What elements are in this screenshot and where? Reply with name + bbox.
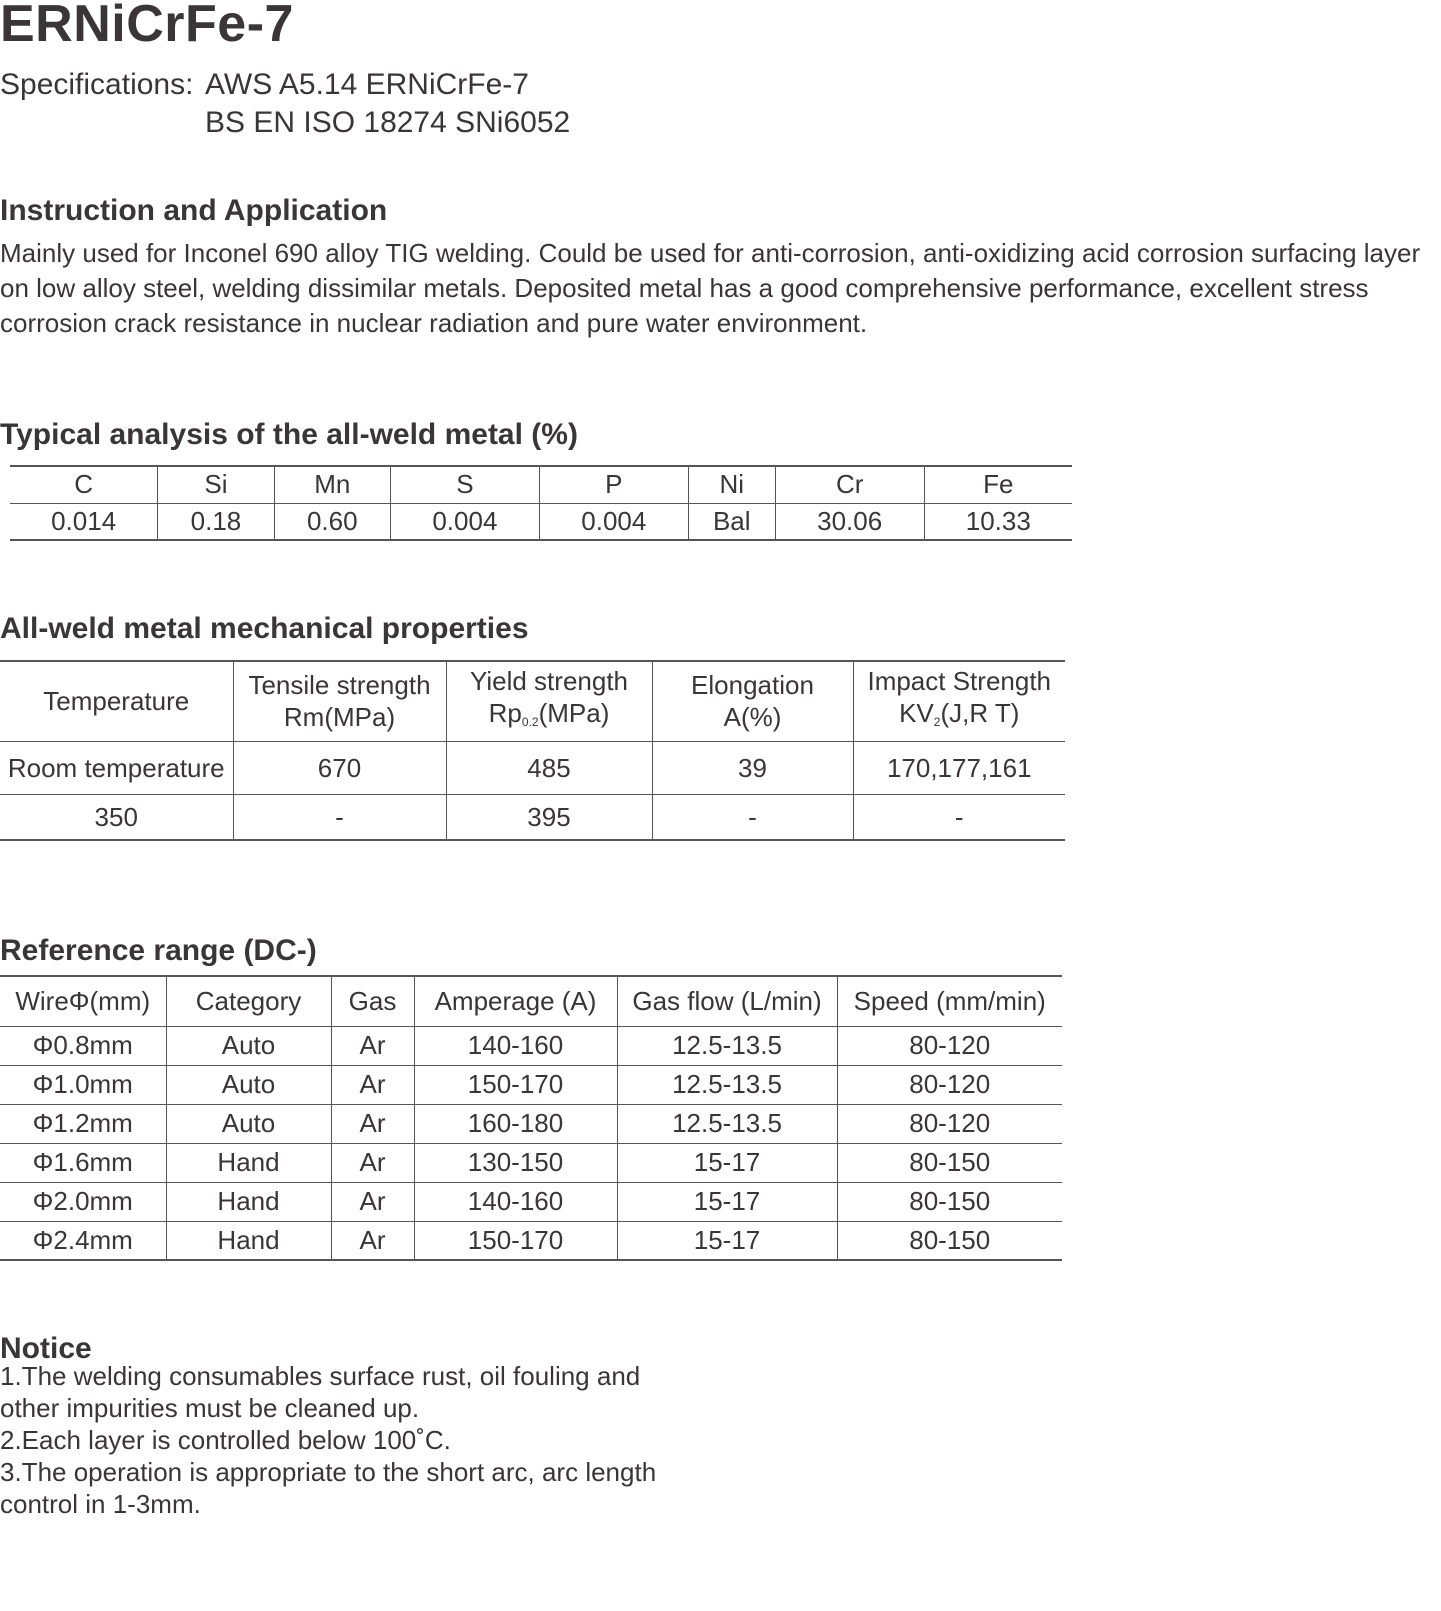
- specifications-label: Specifications:: [0, 68, 194, 101]
- analysis-value-cell: 10.33: [924, 503, 1072, 540]
- reference-heading: Reference range (DC-): [0, 934, 317, 967]
- analysis-header-cell: P: [539, 466, 688, 503]
- table-row: [0, 1182, 1062, 1221]
- reference-header-cell: Amperage (A): [414, 976, 617, 1026]
- mechanical-heading: All-weld metal mechanical properties: [0, 612, 529, 645]
- mechanical-cell: -: [233, 794, 446, 840]
- wire-cell: Φ0.8mm: [0, 1026, 166, 1065]
- gas-cell: Ar: [331, 1143, 414, 1182]
- analysis-header-cell: Mn: [274, 466, 390, 503]
- mechanical-cell: 485: [446, 741, 652, 794]
- speed-cell: 80-120: [837, 1026, 1062, 1065]
- speed-cell: 80-150: [837, 1182, 1062, 1221]
- gas-flow-cell: 15-17: [617, 1221, 837, 1260]
- category-cell: Auto: [166, 1065, 331, 1104]
- mechanical-row: [0, 794, 1065, 840]
- table-row: [0, 1143, 1062, 1182]
- mechanical-header-cell: Impact Strength $KV_2(J,R$ T): [853, 661, 1065, 741]
- table-row: [0, 1104, 1062, 1143]
- speed-cell: 80-150: [837, 1143, 1062, 1182]
- amperage-cell: 140-160: [414, 1182, 617, 1221]
- instruction-text: Mainly used for Inconel 690 alloy TIG welding. Could be used for anti-corrosion, anti-oxidizing acid corrosion surfacing layer on low alloy steel, welding dissimilar metals. Deposited metal has a good comprehensive performance, excellent stress corrosion crack resistance in nuclear radiation and pure water environment.: [0, 238, 1421, 338]
- category-cell: Hand: [166, 1143, 331, 1182]
- notice-list: [0, 1360, 700, 1520]
- category-cell: Hand: [166, 1221, 331, 1260]
- reference-header-cell: Category: [166, 976, 331, 1026]
- wire-cell: Φ1.6mm: [0, 1143, 166, 1182]
- amperage-cell: 130-150: [414, 1143, 617, 1182]
- wire-cell: Φ1.0mm: [0, 1065, 166, 1104]
- mechanical-table: [0, 660, 1065, 841]
- speed-cell: 80-150: [837, 1221, 1062, 1260]
- table-row: [0, 1065, 1062, 1104]
- amperage-cell: 150-170: [414, 1065, 617, 1104]
- reference-table: [0, 975, 1062, 1261]
- analysis-header-cell: C: [10, 466, 158, 503]
- analysis-header-cell: Cr: [775, 466, 924, 503]
- analysis-heading: Typical analysis of the all-weld metal (%): [0, 418, 578, 451]
- gas-cell: Ar: [331, 1182, 414, 1221]
- mechanical-cell: 170,177,161: [853, 741, 1065, 794]
- wire-cell: Φ2.4mm: [0, 1221, 166, 1260]
- mechanical-header-cell: Elongation A(%): [652, 661, 853, 741]
- analysis-value-cell: 0.18: [158, 503, 274, 540]
- gas-cell: Ar: [331, 1221, 414, 1260]
- mechanical-cell: 350: [0, 794, 233, 840]
- gas-flow-cell: 15-17: [617, 1143, 837, 1182]
- notice-item: 2.Each layer is controlled below 100˚C.: [0, 1425, 451, 1455]
- page-title: ERNiCrFe-7: [0, 0, 294, 53]
- notice-item: 1.The welding consumables surface rust, oil fouling and other impurities must be cleaned up.: [0, 1361, 641, 1423]
- analysis-table: [10, 465, 1072, 541]
- mechanical-cell: -: [652, 794, 853, 840]
- speed-cell: 80-120: [837, 1104, 1062, 1143]
- mechanical-header-cell: Tensile strength Rm(MPa): [233, 661, 446, 741]
- amperage-cell: 160-180: [414, 1104, 617, 1143]
- analysis-value-cell: Bal: [688, 503, 775, 540]
- analysis-value-row: [10, 503, 1072, 540]
- notice-item: 3.The operation is appropriate to the short arc, arc length control in 1-3mm.: [0, 1457, 657, 1519]
- reference-header-row: [0, 976, 1062, 1026]
- table-row: [0, 1221, 1062, 1260]
- speed-cell: 80-120: [837, 1065, 1062, 1104]
- mechanical-header-cell: Temperature: [43, 686, 190, 717]
- amperage-cell: 140-160: [414, 1026, 617, 1065]
- category-cell: Auto: [166, 1104, 331, 1143]
- analysis-header-cell: Si: [158, 466, 274, 503]
- analysis-header-row: [10, 466, 1072, 503]
- notice-heading: Notice: [0, 1332, 92, 1365]
- wire-cell: Φ1.2mm: [0, 1104, 166, 1143]
- gas-cell: Ar: [331, 1026, 414, 1065]
- analysis-header-cell: Ni: [688, 466, 775, 503]
- mechanical-header-cell: Yield strength $Rp_{0.2}(MPa)$: [446, 661, 652, 741]
- category-cell: Hand: [166, 1182, 331, 1221]
- gas-cell: Ar: [331, 1104, 414, 1143]
- analysis-value-cell: 0.014: [51, 505, 117, 536]
- mechanical-cell: -: [853, 794, 1065, 840]
- analysis-header-cell: Fe: [924, 466, 1072, 503]
- reference-header-cell: WireΦ(mm): [15, 985, 151, 1016]
- mechanical-cell: Room temperature: [0, 741, 233, 794]
- mechanical-cell: 395: [446, 794, 652, 840]
- gas-flow-cell: 12.5-13.5: [617, 1104, 837, 1143]
- reference-header-cell: Gas: [331, 976, 414, 1026]
- mechanical-row: [0, 741, 1065, 794]
- instruction-heading: Instruction and Application: [0, 194, 388, 227]
- gas-flow-cell: 15-17: [617, 1182, 837, 1221]
- mechanical-header-row: [0, 661, 1065, 741]
- category-cell: Auto: [166, 1026, 331, 1065]
- table-row: [0, 1026, 1062, 1065]
- reference-header-cell: Gas flow (L/min): [617, 976, 837, 1026]
- mechanical-cell: 39: [652, 741, 853, 794]
- reference-header-cell: Speed (mm/min): [837, 976, 1062, 1026]
- gas-flow-cell: 12.5-13.5: [617, 1065, 837, 1104]
- specification-aws: AWS A5.14 ERNiCrFe-7: [205, 68, 529, 101]
- amperage-cell: 150-170: [414, 1221, 617, 1260]
- gas-flow-cell: 12.5-13.5: [617, 1026, 837, 1065]
- wire-cell: Φ2.0mm: [0, 1182, 166, 1221]
- analysis-value-cell: 30.06: [775, 503, 924, 540]
- analysis-value-cell: 0.004: [390, 503, 539, 540]
- mechanical-cell: 670: [233, 741, 446, 794]
- analysis-value-cell: 0.60: [274, 503, 390, 540]
- analysis-value-cell: 0.004: [539, 503, 688, 540]
- analysis-header-cell: S: [390, 466, 539, 503]
- specification-iso: BS EN ISO 18274 SNi6052: [205, 106, 571, 139]
- gas-cell: Ar: [331, 1065, 414, 1104]
